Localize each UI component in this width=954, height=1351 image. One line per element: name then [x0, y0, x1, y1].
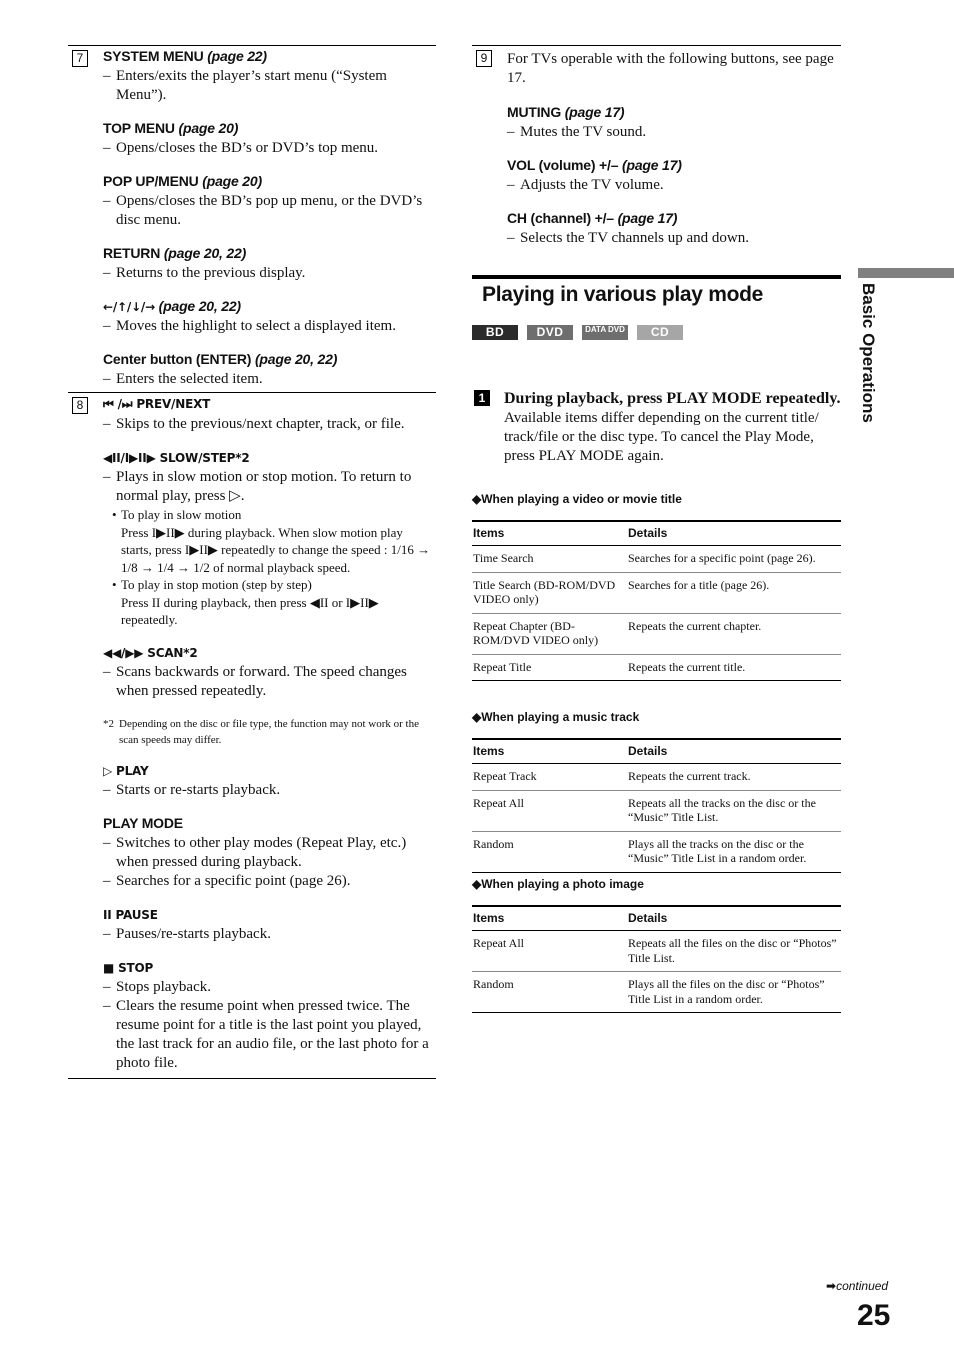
- table-music: [472, 738, 841, 873]
- pause-icon: II PAUSE: [103, 907, 158, 922]
- left-column: [68, 45, 436, 1079]
- item-desc: Scans backwards or forward. The speed changes when pressed repeatedly.: [116, 663, 407, 699]
- item-desc: Starts or re-starts playback.: [116, 781, 281, 798]
- badge-cd: CD: [637, 325, 683, 340]
- item-heading: SYSTEM MENU: [103, 48, 204, 64]
- sub-title: To play in slow motion: [121, 507, 242, 522]
- col-header: Items: [472, 739, 627, 764]
- badge-data-dvd: DATA DVD: [582, 325, 628, 340]
- item-heading: POP UP/MENU: [103, 173, 199, 189]
- sub-text: Press I▶II▶ during playback. When slow motion play starts, press I▶II▶ repeatedly to change the speed : 1/16 → 1/8 → 1/4 → 1/2 of normal playback speed.: [121, 524, 431, 575]
- item-slow-step: ◀II/I▶II▶ SLOW/STEP*2 – Plays in slow motion or stop motion. To return to normal play, press ▷. • To play in slow motion Press I▶II▶ during playback. When slow motion play starts, press I▶II▶ repeatedly to change the speed : 1/16 → 1/8 → 1/4 → 1/2 of normal playback speed. • To play in stop motion (step by step) Press II during playback, then press ◀II or I▶II▶ repeatedly.: [103, 449, 436, 629]
- col-header: Details: [627, 906, 841, 931]
- item-desc: Opens/closes the BD’s or DVD’s top menu.: [116, 140, 379, 156]
- item-desc: Returns to the previous display.: [116, 265, 306, 281]
- col-header: Items: [472, 521, 627, 546]
- arrow-right-icon: ➡: [826, 1279, 837, 1293]
- section-9: [472, 45, 841, 248]
- item-system-menu: SYSTEM MENU (page 22) – Enters/exits the player’s start menu (“System Menu”).: [103, 48, 436, 105]
- col-header: Details: [627, 521, 841, 546]
- badge-bd: BD: [472, 325, 518, 340]
- page-number: 25: [857, 1299, 891, 1332]
- item-heading: CH (channel) +/–: [507, 210, 614, 226]
- page-ref: (page 20): [202, 173, 262, 189]
- sub-note: • To play in slow motion Press I▶II▶ during playback. When slow motion play starts, press I▶II▶ repeatedly to change the speed : 1/16 → 1/8 → 1/4 → 1/2 of normal playback speed. • To play in stop motion (step by step) Press II during playback, then press ◀II or I▶II▶ repeatedly.: [103, 506, 436, 629]
- item-heading: Center button (ENTER): [103, 351, 252, 367]
- item-desc: Selects the TV channels up and down.: [520, 230, 749, 246]
- item-desc: Enters the selected item.: [116, 371, 263, 387]
- item-center-button: Center button (ENTER) (page 20, 22) – Enters the selected item.: [103, 351, 338, 387]
- item-desc: Clears the resume point when pressed twice. The resume point for a title is the last point you played, the last track for an audio file, or the last photo for a photo file.: [116, 997, 429, 1071]
- item-scan: ◀◀/▶▶ SCAN*2 – Scans backwards or forward. The speed changes when pressed repeatedly.: [103, 644, 436, 701]
- page-ref: (page 20, 22): [254, 351, 338, 367]
- table-row: Repeat All Repeats all the tracks on the disc or the “Music” Title List.: [472, 790, 841, 831]
- section-7: [68, 45, 436, 389]
- page-ref: (page 17): [622, 157, 682, 173]
- table-row: Time Search Searches for a specific point (page 26).: [472, 546, 841, 573]
- side-section-label: Basic Operations: [859, 283, 878, 423]
- table-row: Repeat Chapter (BD-ROM/DVD VIDEO only) Repeats the current chapter.: [472, 613, 841, 654]
- col-header: Items: [472, 906, 627, 931]
- continued-label: continued: [836, 1279, 889, 1293]
- item-volume: VOL (volume) +/– (page 17) – Adjusts the TV volume.: [507, 157, 682, 193]
- sub-title: To play in stop motion (step by step): [121, 577, 312, 592]
- item-heading: TOP MENU: [103, 120, 175, 136]
- page-ref: (page 22): [207, 48, 267, 64]
- table-video: [472, 520, 841, 681]
- item-return: RETURN (page 20, 22) – Returns to the previous display.: [103, 245, 306, 281]
- step-heading: During playback, press PLAY MODE repeatedly.: [504, 390, 841, 407]
- item-stop: ■ STOP – Stops playback. – Clears the resume point when pressed twice. The resume point for a title is the last point you played, the last track for an audio file, or the last photo for a photo file.: [103, 959, 436, 1073]
- section-8: [68, 392, 436, 1079]
- item-heading: PLAY MODE: [103, 814, 183, 831]
- stop-icon: ■ STOP: [103, 960, 154, 975]
- scan-icon: ◀◀/▶▶ SCAN*2: [103, 645, 198, 660]
- item-prev-next: ⏮ /⏭ PREV/NEXT – Skips to the previous/next chapter, track, or file.: [103, 397, 405, 432]
- item-top-menu: TOP MENU (page 20) – Opens/closes the BD’s or DVD’s top menu.: [103, 120, 379, 156]
- item-desc: Switches to other play modes (Repeat Play, etc.) when pressed during playback.: [116, 834, 407, 870]
- play-icon: ▷ PLAY: [103, 763, 149, 778]
- col-header: Details: [627, 739, 841, 764]
- prev-next-icon: ⏮ /⏭ PREV/NEXT: [103, 397, 211, 411]
- side-tab-bar: [858, 268, 954, 278]
- section-intro: For TVs operable with the following buttons, see page 17.: [507, 51, 834, 86]
- item-desc: Pauses/re-starts playback.: [116, 925, 271, 942]
- footnote: [103, 716, 436, 748]
- page-ref: (page 20, 22): [163, 245, 247, 261]
- disc-type-badges: [472, 325, 683, 340]
- item-desc: Opens/closes the BD’s pop up menu, or the DVD’s disc menu.: [116, 193, 423, 228]
- item-play: ▷ PLAY – Starts or re-starts playback.: [103, 763, 281, 798]
- item-desc: Stops playback.: [116, 978, 211, 995]
- table-row: Repeat Track Repeats the current track.: [472, 764, 841, 791]
- page-ref: (page 20, 22): [158, 298, 241, 314]
- item-desc: Plays in slow motion or stop motion. To return to normal play, press ▷.: [116, 469, 412, 504]
- item-pause: II PAUSE – Pauses/re-starts playback.: [103, 907, 271, 942]
- table-photo: [472, 905, 841, 1013]
- page-ref: (page 20): [178, 120, 239, 136]
- item-arrows: ←/↑/↓/→ (page 20, 22) – Moves the highlight to select a displayed item.: [103, 298, 396, 334]
- item-desc: Adjusts the TV volume.: [520, 177, 664, 193]
- slow-step-icon: ◀II/I▶II▶ SLOW/STEP*2: [103, 451, 250, 465]
- section-title: Playing in various play mode: [482, 283, 764, 306]
- table-row: Repeat All Repeats all the files on the disc or “Photos” Title List.: [472, 931, 841, 972]
- item-desc: Searches for a specific point (page 26).: [116, 872, 351, 889]
- step-body: Available items differ depending on the current title/ track/file or the disc type. To cancel the Play Mode, press PLAY MODE again.: [504, 410, 819, 464]
- item-popup-menu: POP UP/MENU (page 20) – Opens/closes the BD’s pop up menu, or the DVD’s disc menu.: [103, 173, 436, 230]
- right-column: [472, 45, 841, 263]
- table-title: ◆When playing a video or movie title: [472, 492, 682, 506]
- item-heading: RETURN: [103, 245, 161, 261]
- item-heading: MUTING: [507, 104, 562, 120]
- section-title-rule: [472, 275, 841, 279]
- badge-dvd: DVD: [527, 325, 573, 340]
- item-muting: MUTING (page 17) – Mutes the TV sound.: [507, 104, 647, 140]
- item-heading: VOL (volume) +/–: [507, 157, 619, 173]
- item-desc: Moves the highlight to select a displayed item.: [116, 318, 396, 334]
- section-number: 9: [476, 50, 492, 67]
- item-channel: CH (channel) +/– (page 17) – Selects the TV channels up and down.: [507, 210, 749, 246]
- continued-note: [826, 1279, 888, 1293]
- table-row: Title Search (BD-ROM/DVD VIDEO only) Searches for a title (page 26).: [472, 572, 841, 613]
- footnote-text: Depending on the disc or file type, the function may not work or the scan speeds may differ.: [119, 717, 419, 746]
- section-number: 8: [72, 397, 88, 414]
- item-desc: Mutes the TV sound.: [520, 124, 647, 140]
- table-row: Repeat Title Repeats the current title.: [472, 654, 841, 681]
- item-desc: Skips to the previous/next chapter, track, or file.: [116, 416, 405, 432]
- section-number: 7: [72, 50, 88, 67]
- step-1: [472, 388, 841, 466]
- table-row: Random Plays all the tracks on the disc or the “Music” Title List in a random order.: [472, 831, 841, 872]
- table-title: ◆When playing a music track: [472, 710, 640, 724]
- item-desc: Enters/exits the player’s start menu (“System Menu”).: [116, 68, 387, 103]
- sub-text: Press II during playback, then press ◀II or I▶II▶ repeatedly.: [121, 594, 379, 627]
- page-ref: (page 17): [564, 104, 625, 120]
- arrow-keys-icon: ←/↑/↓/→: [103, 300, 155, 314]
- table-title: ◆When playing a photo image: [472, 877, 644, 891]
- footnote-mark: *2: [103, 717, 114, 730]
- table-row: Random Plays all the files on the disc or “Photos” Title List in a random order.: [472, 972, 841, 1013]
- item-play-mode: PLAY MODE – Switches to other play modes (Repeat Play, etc.) when pressed during playback. – Searches for a specific point (page 26).: [103, 815, 436, 891]
- step-number: 1: [474, 390, 490, 406]
- page-ref: (page 17): [617, 210, 678, 226]
